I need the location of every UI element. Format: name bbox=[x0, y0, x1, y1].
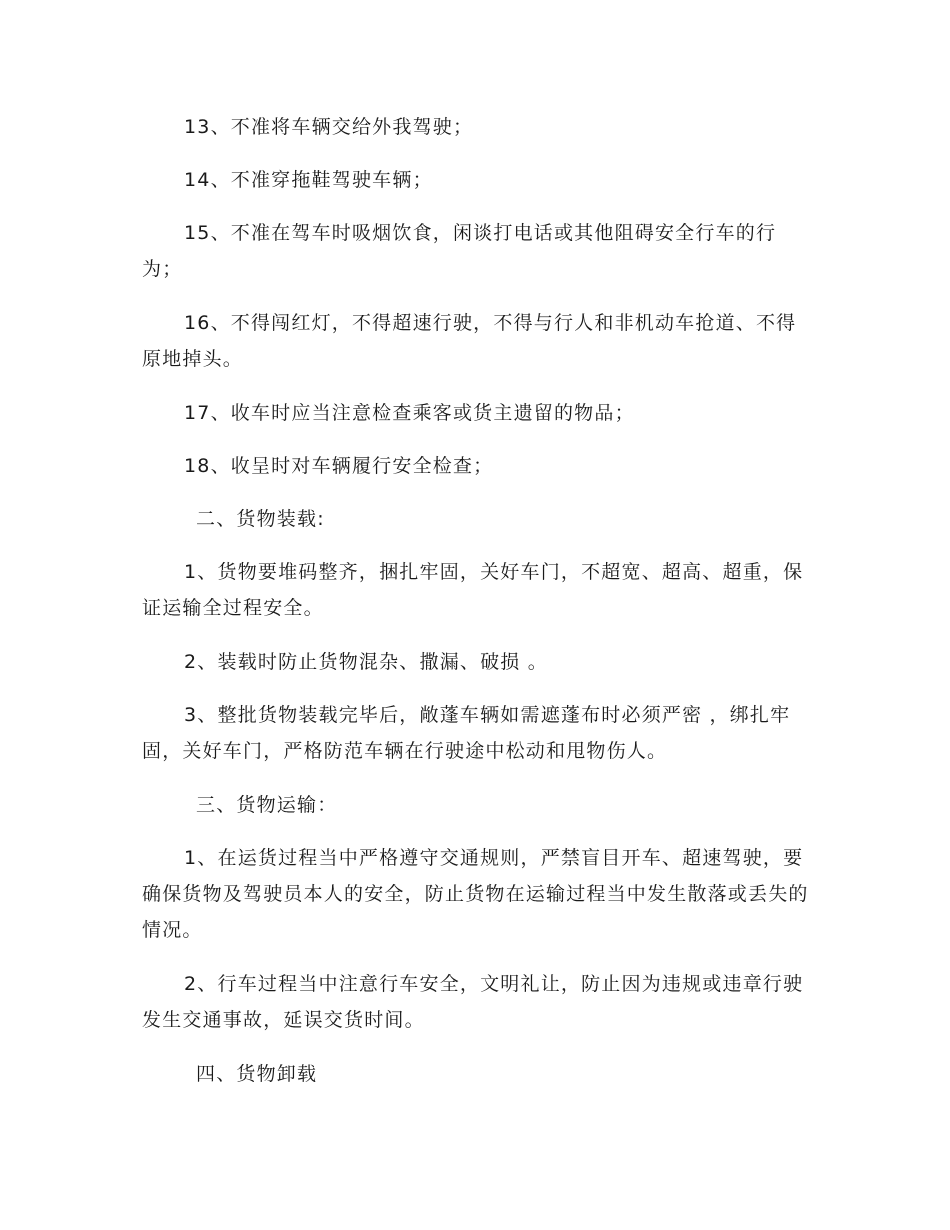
paragraph-13 bbox=[142, 109, 810, 145]
loading-item-1 bbox=[142, 554, 810, 626]
paragraph-text: 14、不准穿拖鞋驾驶车辆； bbox=[184, 169, 433, 191]
paragraph-14 bbox=[142, 162, 810, 198]
paragraph-text: 1、货物要堆码整齐，捆扎牢固，关好车门，不超宽、超高、超重，保证运输全过程安全。 bbox=[142, 561, 804, 619]
paragraph-18 bbox=[142, 448, 810, 484]
paragraph-text: 17、收车时应当注意检查乘客或货主遗留的物品； bbox=[184, 402, 635, 424]
heading-text: 三、货物运输： bbox=[196, 794, 338, 816]
paragraph-text: 1、在运货过程当中严格遵守交通规则，严禁盲目开车、超速驾驶，要确保货物及驾驶员本人的安全，防止货物在运输过程当中发生散落或丢失的情况。 bbox=[142, 847, 809, 941]
paragraph-text: 18、收呈时对车辆履行安全检查； bbox=[184, 455, 494, 477]
transport-item-2 bbox=[142, 966, 810, 1038]
heading-text: 四、货物卸载 bbox=[196, 1063, 318, 1085]
paragraph-text: 2、装载时防止货物混杂、撒漏、破损 。 bbox=[184, 651, 548, 673]
section-heading-unloading bbox=[142, 1056, 810, 1092]
paragraph-text: 13、不准将车辆交给外我驾驶； bbox=[184, 116, 474, 138]
section-heading-transport bbox=[142, 787, 810, 823]
paragraph-text: 2、行车过程当中注意行车安全，文明礼让，防止因为违规或违章行驶发生交通事故，延误交货时间。 bbox=[142, 973, 804, 1031]
paragraph-text: 3、整批货物装载完毕后，敞蓬车辆如需遮蓬布时必须严密 ，绑扎牢固，关好车门，严格防范车辆在行驶途中松动和甩物伤人。 bbox=[142, 704, 791, 762]
paragraph-15 bbox=[142, 215, 810, 287]
loading-item-2 bbox=[142, 644, 810, 680]
section-heading-loading bbox=[142, 501, 810, 537]
paragraph-text: 16、不得闯红灯，不得超速行驶，不得与行人和非机动车抢道、不得原地掉头。 bbox=[142, 312, 797, 370]
paragraph-16 bbox=[142, 305, 810, 377]
transport-item-1 bbox=[142, 840, 810, 948]
paragraph-17 bbox=[142, 395, 810, 431]
loading-item-3 bbox=[142, 697, 810, 769]
heading-text: 二、货物装载: bbox=[196, 508, 325, 530]
paragraph-text: 15、不准在驾车时吸烟饮食，闲谈打电话或其他阻碍安全行车的行为； bbox=[142, 222, 777, 280]
